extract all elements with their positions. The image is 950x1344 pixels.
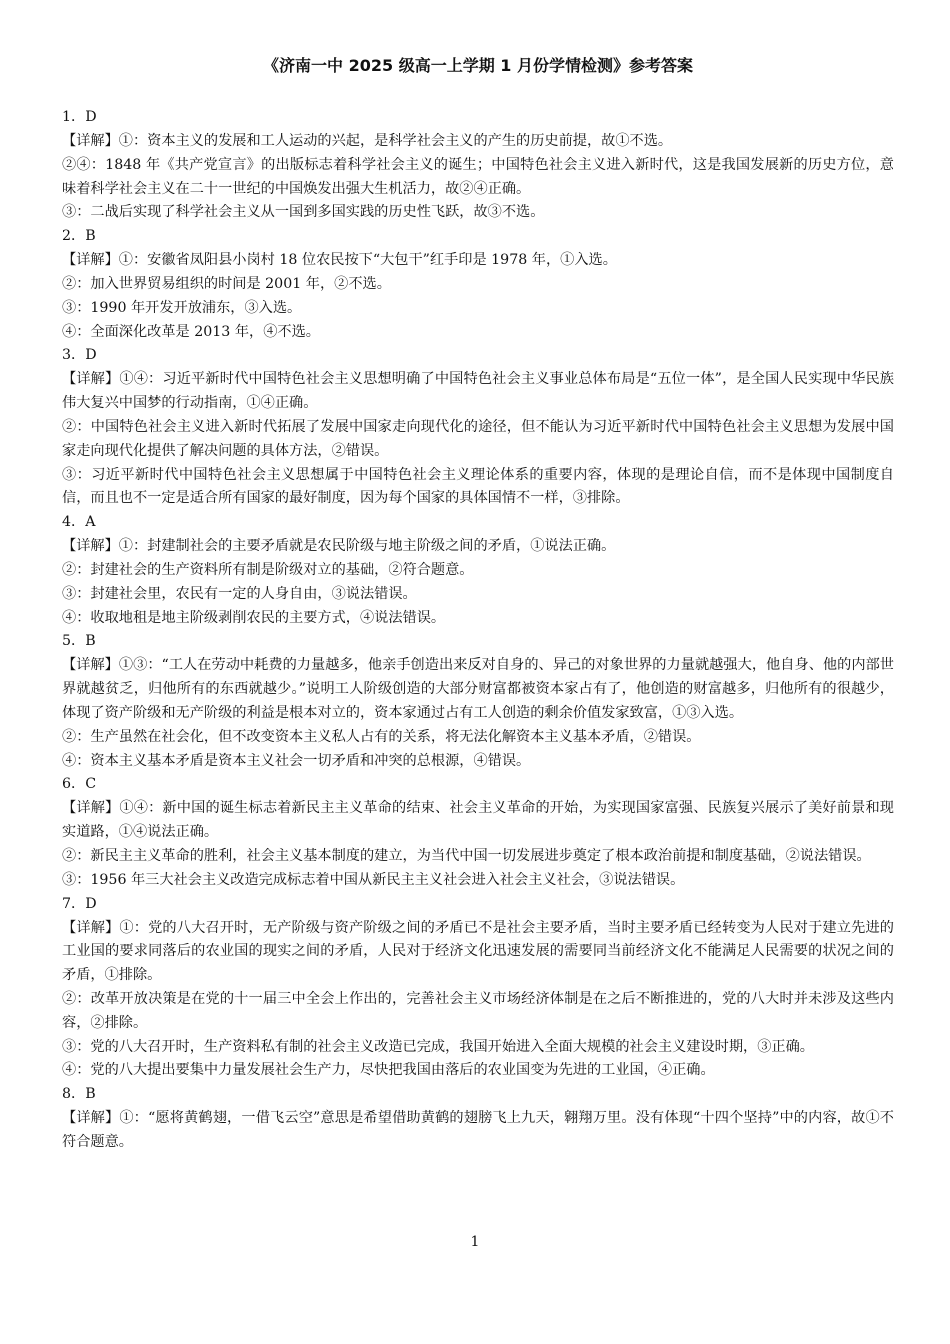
page-number: 1 bbox=[470, 1234, 480, 1250]
page-title: 《济南一中 2025 级高一上学期 1 月份学情检测》参考答案 bbox=[263, 56, 693, 75]
explanation-line: 【详解】①③：“工人在劳动中耗费的力量越多，他亲手创造出来反对自身的、异己的对象世界的力量就越强大，他自身、他的内部世界就越贫乏，归他所有的东西就越少。”说明工人阶级创造的大部分财富都被资本家占有了，他创造的财富越多，归他所有的很越少，体现了资产阶级和无产阶级的利益是根本对立的，资本家通过占有工人创造的剩余价值发家致富，①③入选。 bbox=[62, 657, 894, 721]
explanation-line: 【详解】①④：新中国的诞生标志着新民主主义革命的结束、社会主义革命的开始，为实现国家富强、民族复兴展示了美好前景和现实道路，①④说法正确。 bbox=[62, 800, 894, 841]
answer-key: 6．C bbox=[62, 776, 97, 793]
explanation-line: 【详解】①：安徽省凤阳县小岗村 18 位农民按下“大包干”红手印是 1978 年，①入选。 bbox=[62, 252, 617, 269]
explanation-line: 【详解】①：资本主义的发展和工人运动的兴起，是科学社会主义的产生的历史前提，故①不选。 bbox=[62, 133, 673, 149]
explanation-line: ③：1990 年开发开放浦东，③入选。 bbox=[62, 299, 302, 316]
explanation-line: ②：新民主主义革命的胜利，社会主义基本制度的建立，为当代中国一切发展进步奠定了根本政治前提和制度基础，②说法错误。 bbox=[62, 847, 871, 864]
explanation-line: ③：封建社会里，农民有一定的人身自由，③说法错误。 bbox=[62, 585, 417, 602]
answer-key: 3．D bbox=[62, 347, 97, 364]
answer-key: 1．D bbox=[62, 109, 97, 125]
answer-key: 4．A bbox=[62, 514, 96, 531]
question-block bbox=[62, 106, 894, 225]
explanation-line: ②：加入世界贸易组织的时间是 2001 年，②不选。 bbox=[62, 275, 391, 292]
explanation-line: ③：习近平新时代中国特色社会主义思想属于中国特色社会主义理论体系的重要内容，体现的是理论自信，而不是体现中国制度自信，而且也不一定是适合所有国家的最好制度，因为每个国家的具体国情不一样，③排除。 bbox=[62, 466, 894, 507]
explanation-line: ④：收取地租是地主阶级剥削农民的主要方式，④说法错误。 bbox=[62, 609, 446, 626]
explanation-line: ②④：1848 年《共产党宣言》的出版标志着科学社会主义的诞生；中国特色社会主义进入新时代，这是我国发展新的历史方位，意味着科学社会主义在二十一世纪的中国焕发出强大生机活力，故②④正确。 bbox=[62, 156, 894, 197]
answer-sheet bbox=[62, 54, 894, 1155]
explanation-line: ②：封建社会的生产资料所有制是阶级对立的基础，②符合题意。 bbox=[62, 561, 474, 578]
answer-key: 2．B bbox=[62, 228, 96, 245]
explanation-line: 【详解】①：“愿将黄鹤翅，一借飞云空”意思是希望借助黄鹤的翅膀飞上九天，翱翔万里。没有体现“十四个坚持”中的内容，故①不符合题意。 bbox=[62, 1110, 894, 1150]
question-block bbox=[62, 1083, 894, 1155]
explanation-line: ④：全面深化改革是 2013 年，④不选。 bbox=[62, 323, 320, 340]
explanation-line: 【详解】①：党的八大召开时，无产阶级与资产阶级之间的矛盾已不是社会主要矛盾，当时主要矛盾已经转变为人民对于建立先进的工业国的要求同落后的农业国的现实之间的矛盾，人民对于经济文化迅速发展的需要同当前经济文化不能满足人民需要的状况之间的矛盾，①排除。 bbox=[62, 919, 894, 984]
explanation-line: ②：中国特色社会主义进入新时代拓展了发展中国家走向现代化的途径，但不能认为习近平新时代中国特色社会主义思想为发展中国家走向现代化提供了解决问题的具体方法，②错误。 bbox=[62, 418, 894, 459]
explanation-line: 【详解】①：封建制社会的主要矛盾就是农民阶级与地主阶级之间的矛盾，①说法正确。 bbox=[62, 538, 616, 555]
explanation-line: ④：资本主义基本矛盾是资本主义社会一切矛盾和冲突的总根源，④错误。 bbox=[62, 752, 531, 769]
question-block bbox=[62, 773, 894, 892]
answer-key: 7．D bbox=[62, 895, 97, 912]
question-block bbox=[62, 630, 894, 773]
question-block bbox=[62, 511, 894, 630]
explanation-line: ②：生产虽然在社会化，但不改变资本主义私人占有的关系，将无法化解资本主义基本矛盾，②错误。 bbox=[62, 728, 701, 745]
explanation-line: 【详解】①④：习近平新时代中国特色社会主义思想明确了中国特色社会主义事业总体布局是“五位一体”，是全国人民实现中华民族伟大复兴中国梦的行动指南，①④正确。 bbox=[62, 371, 894, 412]
question-block bbox=[62, 225, 894, 344]
answer-content bbox=[62, 106, 894, 1155]
question-block bbox=[62, 893, 894, 1084]
answer-key: 8．B bbox=[62, 1086, 96, 1103]
answer-key: 5．B bbox=[62, 633, 96, 650]
explanation-line: ③：二战后实现了科学社会主义从一国到多国实践的历史性飞跃，故③不选。 bbox=[62, 204, 545, 221]
explanation-line: ②：改革开放决策是在党的十一届三中全会上作出的，完善社会主义市场经济体制是在之后不断推进的，党的八大时并未涉及这些内容，②排除。 bbox=[62, 990, 894, 1031]
explanation-line: ③：党的八大召开时，生产资料私有制的社会主义改造已完成，我国开始进入全面大规模的社会主义建设时期，③正确。 bbox=[62, 1038, 814, 1055]
question-block bbox=[62, 344, 894, 511]
explanation-line: ④：党的八大提出要集中力量发展社会生产力，尽快把我国由落后的农业国变为先进的工业国，④正确。 bbox=[62, 1062, 715, 1079]
explanation-line: ③：1956 年三大社会主义改造完成标志着中国从新民主主义社会进入社会主义社会，③说法错误。 bbox=[62, 871, 685, 888]
